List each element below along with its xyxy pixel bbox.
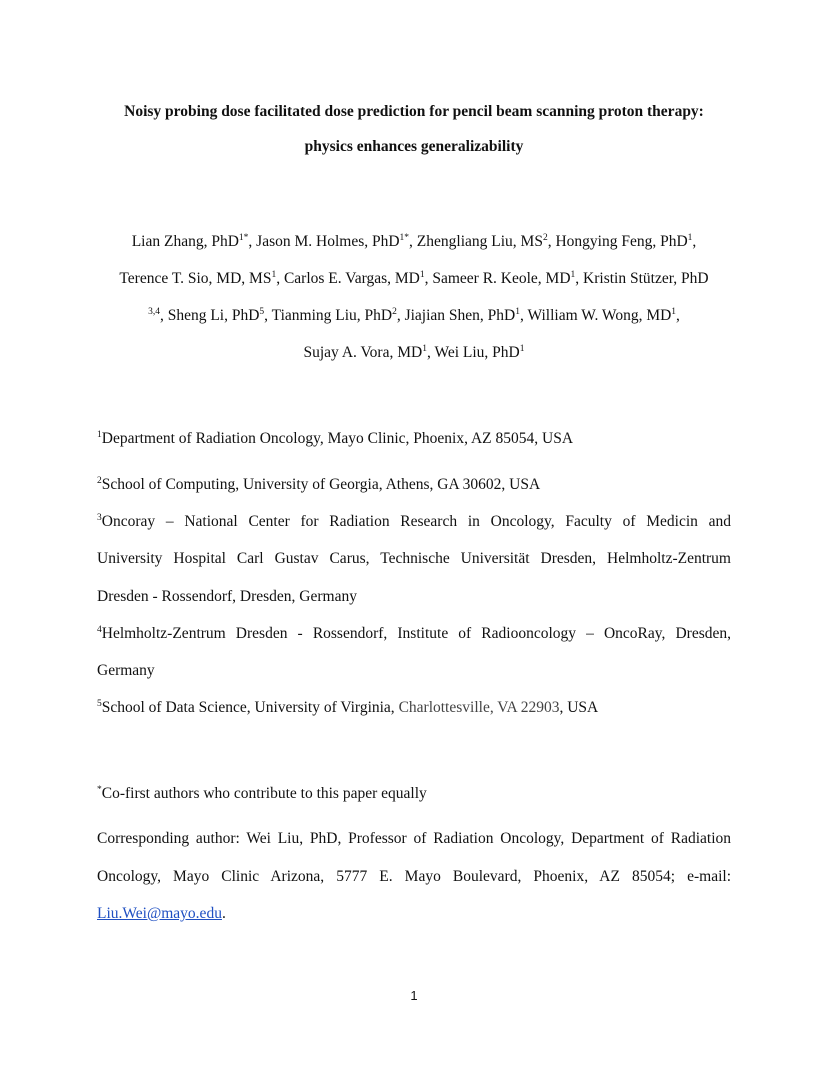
cofirst-marker: *	[97, 784, 102, 795]
page-number: 1	[410, 988, 418, 1003]
author-affiliation-marker: 1*	[238, 232, 249, 243]
author-name: William W. Wong, MD	[527, 307, 672, 324]
paper-title-line-1: Noisy probing dose facilitated dose prediction for pencil beam scanning proton therapy:	[124, 103, 704, 120]
email-period: .	[221, 905, 226, 922]
affiliation-country: , USA	[559, 699, 599, 716]
affiliation-5	[97, 698, 731, 718]
affiliation-1	[97, 429, 731, 449]
cofirst-text: Co-first authors who contribute to this paper equally	[101, 785, 427, 802]
author-line-1: Lian Zhang, PhD$^{1*}$, Jason M. Holmes, PhD$^{1*}$, Zhengliang Liu, $MS^2$, Hongying Feng, PhD$^1$,	[131, 232, 697, 250]
cofirst-note	[97, 784, 731, 804]
author-affiliation-marker: 5	[259, 306, 265, 317]
author-name: Wei Liu, PhD	[434, 344, 520, 361]
author-name: Sheng Li, PhD	[167, 307, 260, 324]
author-affiliation-marker: 1	[271, 269, 277, 280]
author-name: Tianming Liu, PhD	[271, 307, 393, 324]
affiliation-3-line-3: Dresden - Rossendorf, Dresden, Germany	[97, 588, 357, 605]
author-affiliation-marker: 1	[519, 343, 525, 354]
author-affiliation-marker: 1*	[399, 232, 410, 243]
author-line-2: Terence T. Sio, MD, $MS^1$, Carlos E. Vargas, $MD^1$, Sameer R. Keole, $MD^1$, Kristin Stützer, PhD	[119, 269, 709, 287]
affiliation-number: 4	[97, 624, 102, 635]
author-affiliation-marker: 1	[687, 232, 693, 243]
author-name: Terence T. Sio, MD, MS	[119, 270, 272, 287]
author-affiliation-marker: 3,4	[148, 306, 160, 317]
affiliation-text: School of Data Science, University of Virginia,	[101, 699, 399, 716]
affiliation-3-line-1	[97, 512, 731, 532]
affiliation-text: Helmholtz-Zentrum Dresden - Rossendorf, Institute of Radiooncology – OncoRay, Dresden,	[101, 625, 731, 642]
affiliation-number: 3	[97, 512, 102, 523]
paper-title-line-2: physics enhances generalizability	[304, 138, 524, 155]
author-affiliation-marker: 1	[419, 269, 425, 280]
author-name: Lian Zhang, PhD	[131, 233, 239, 250]
author-name: Jason M. Holmes, PhD	[256, 233, 400, 250]
affiliation-number: 5	[97, 698, 102, 709]
author-name: Jiajian Shen, PhD	[404, 307, 516, 324]
affiliation-city: Charlottesville, VA 22903	[398, 699, 560, 716]
corresponding-author-line-2: Oncology, Mayo Clinic Arizona, 5777 E. Mayo Boulevard, Phoenix, AZ 85054; e-mail:	[97, 868, 731, 885]
affiliation-number: 2	[97, 475, 102, 486]
author-name: Sameer R. Keole, MD	[432, 270, 571, 287]
affiliation-4-line-2: Germany	[97, 662, 155, 679]
author-affiliation-marker: 1	[570, 269, 576, 280]
corresponding-author-line-3	[97, 904, 731, 924]
affiliation-number: 1	[97, 429, 102, 440]
email-link[interactable]: Liu.Wei@mayo.edu	[97, 905, 222, 922]
affiliation-text: School of Computing, University of Georgia, Athens, GA 30602, USA	[101, 476, 541, 493]
corresponding-author-line-1: Corresponding author: Wei Liu, PhD, Professor of Radiation Oncology, Department of Radiation	[97, 830, 731, 847]
author-affiliation-marker: 1	[422, 343, 427, 354]
author-affiliation-marker: 2	[392, 306, 397, 317]
author-name: Hongying Feng, PhD	[555, 233, 688, 250]
author-name: Sujay A. Vora, MD	[303, 344, 423, 361]
affiliation-3-line-2: University Hospital Carl Gustav Carus, Technische Universität Dresden, Helmholtz-Zentrum	[97, 550, 731, 567]
author-affiliation-marker: 1	[515, 306, 520, 317]
affiliation-2	[97, 475, 731, 495]
author-line-3: $^{3,4}$, Sheng Li, PhD$^5$, Tianming Liu, PhD$^2$, Jiajian Shen, PhD$^1$, William W. Wong, $MD^1$,	[148, 306, 680, 324]
author-affiliation-marker: 1	[671, 306, 677, 317]
author-line-4: Sujay A. Vora, $MD^1$, Wei Liu, PhD$^1$	[303, 343, 525, 361]
affiliation-text: Department of Radiation Oncology, Mayo Clinic, Phoenix, AZ 85054, USA	[101, 430, 574, 447]
author-name: Zhengliang Liu, MS	[416, 233, 543, 250]
affiliation-4-line-1	[97, 624, 731, 644]
author-name: Kristin Stützer, PhD	[583, 270, 709, 287]
author-name: Carlos E. Vargas, MD	[283, 270, 420, 287]
author-affiliation-marker: 2	[542, 232, 548, 243]
affiliation-text: Oncoray – National Center for Radiation Research in Oncology, Faculty of Medicin and	[101, 513, 731, 530]
